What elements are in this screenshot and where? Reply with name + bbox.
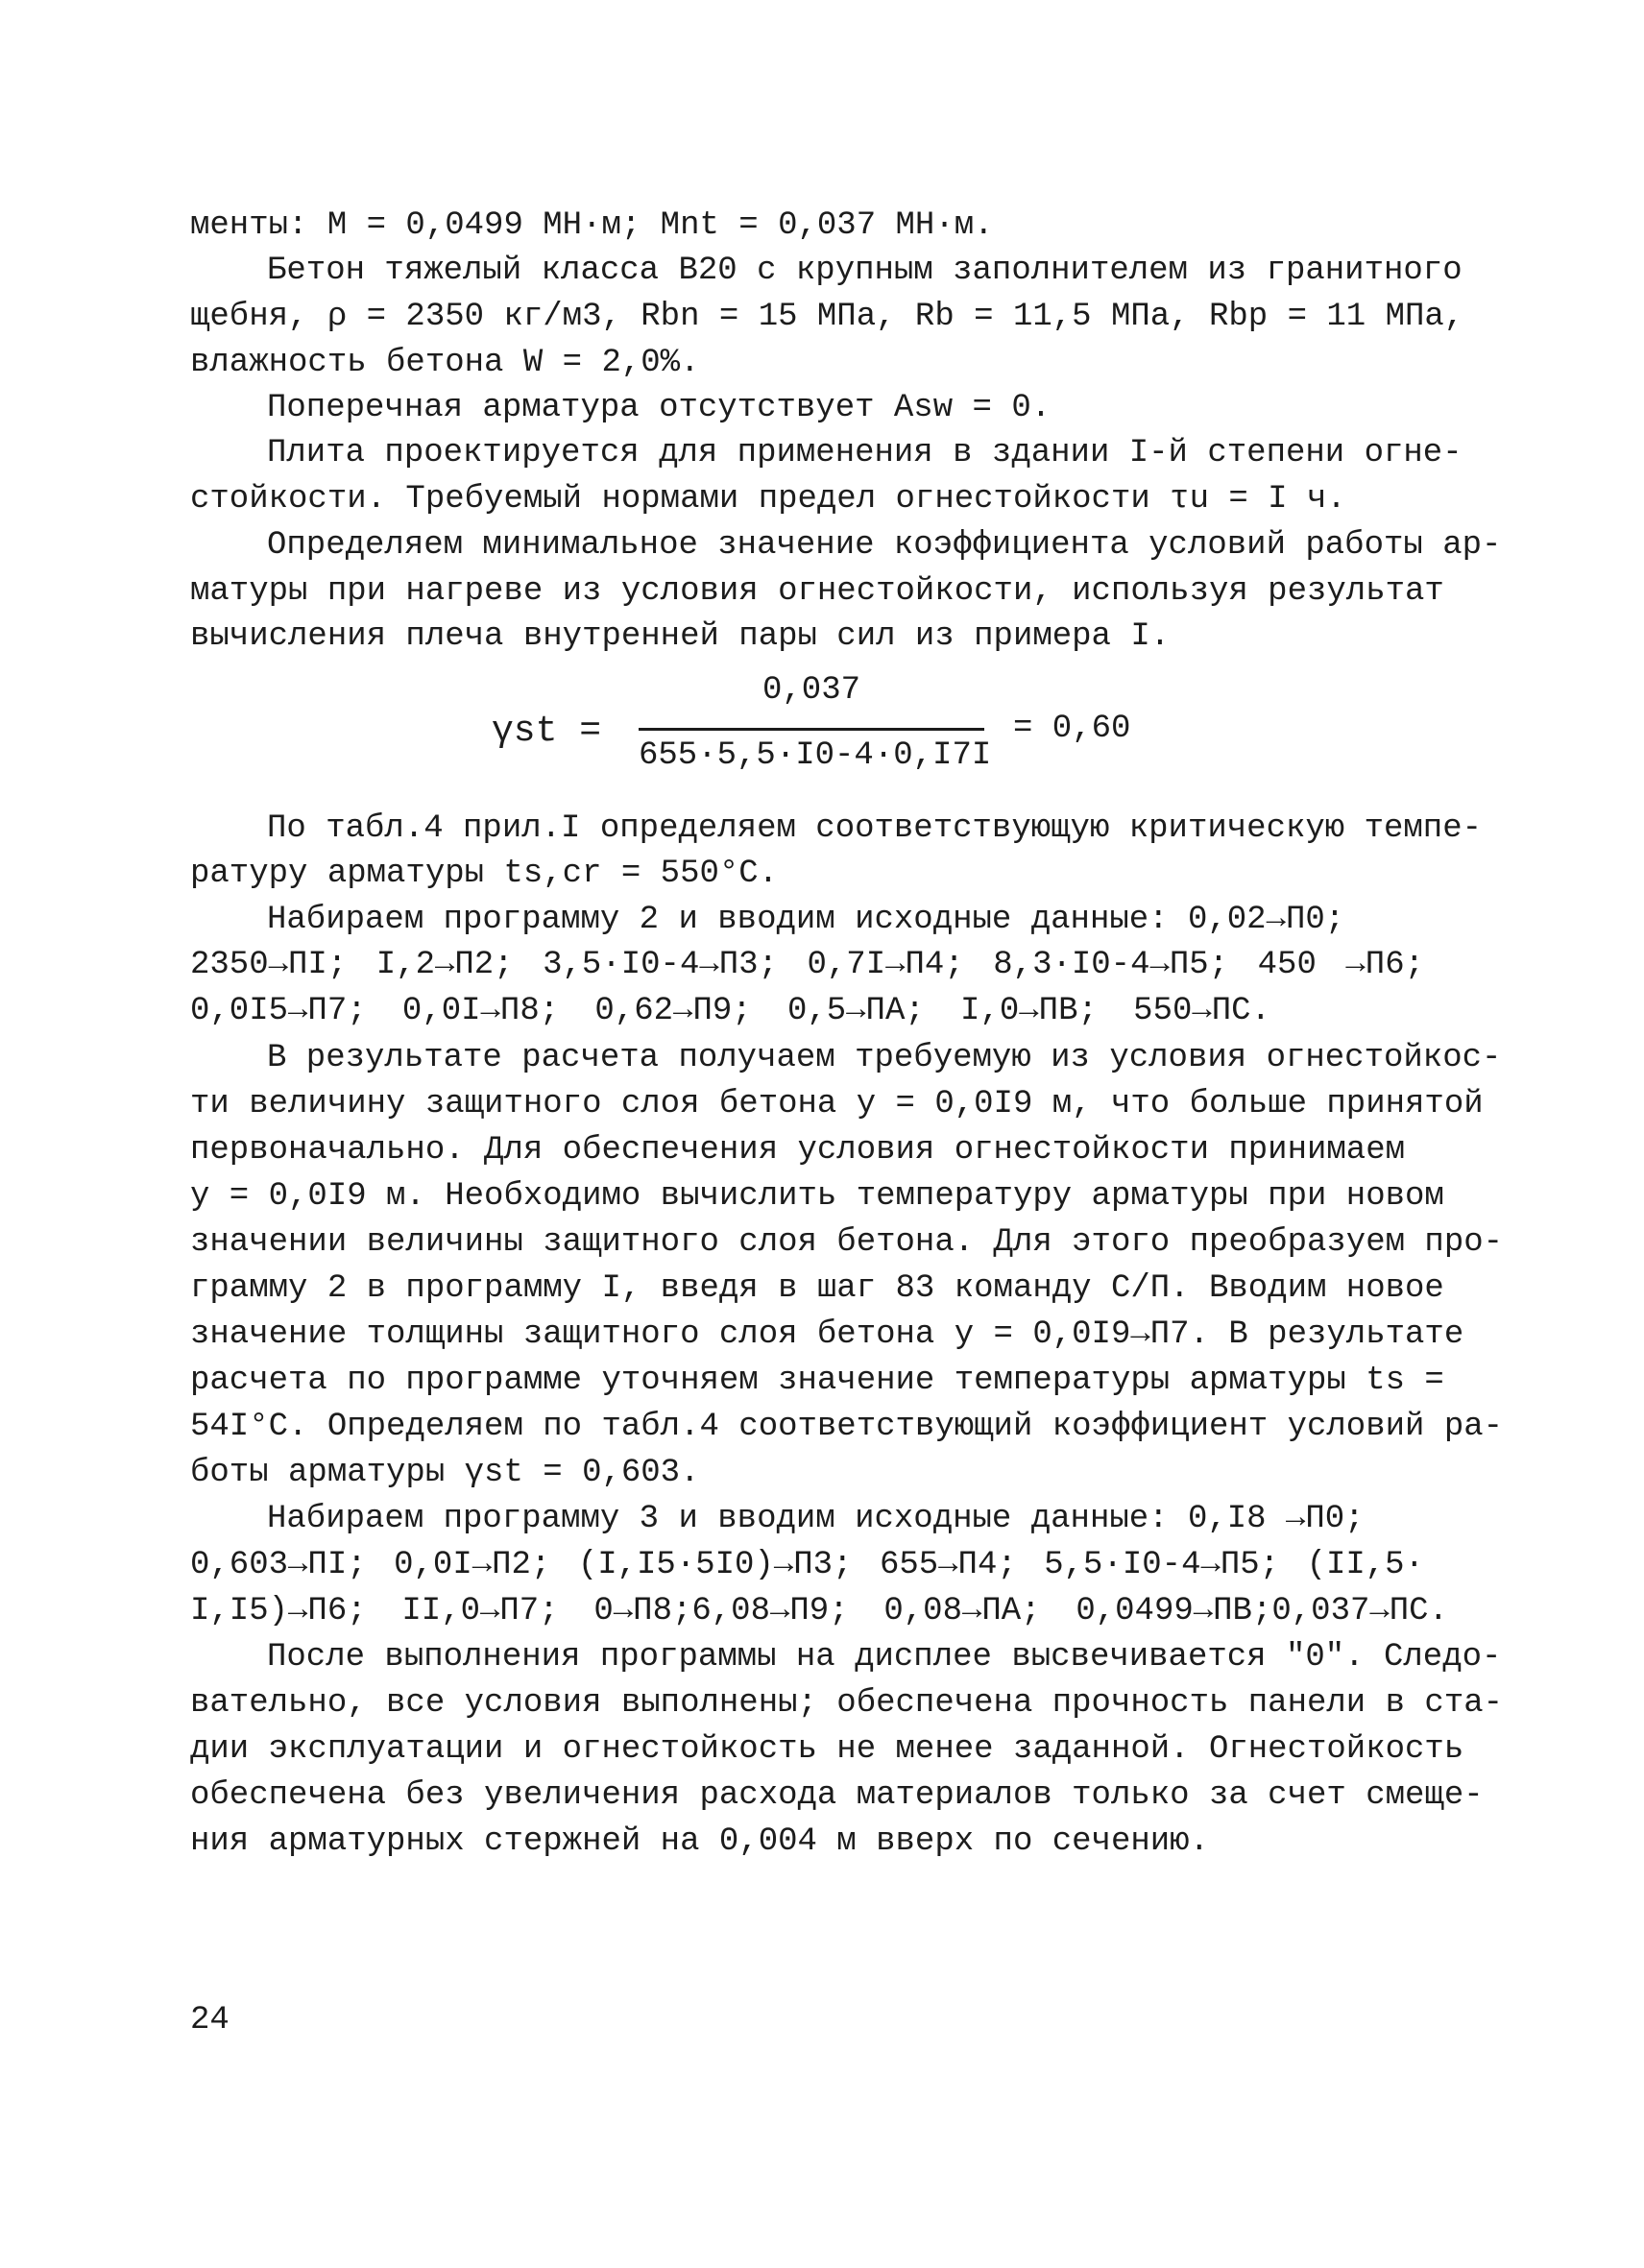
formula-lhs: γst = [492,711,602,752]
text-line: ния арматурных стержней на 0,004 м вверх по сечению. [190,1823,1209,1860]
text-line: Набираем программу 2 и вводим исходные данные: 0,02→П0; [267,902,1345,938]
text-line: ратуру арматуры ts,cr = 550°С. [190,856,779,892]
text-line: вычисления плеча внутренней пары сил из примера I. [190,618,1171,655]
text-line: Набираем программу 3 и вводим исходные данные: 0,I8 →П0; [267,1501,1365,1537]
text-line: менты: М = 0,0499 МН·м; Мnt = 0,037 МН·м. [190,207,994,244]
formula-result: = 0,60 [1013,711,1131,747]
formula-denominator: 655·5,5·I0-4·0,I7I [639,737,992,774]
text-line: дии эксплуатации и огнестойкость не менее заданной. Огнестойкость [190,1731,1464,1768]
text-line: матуры при нагреве из условия огнестойкости, используя результат [190,573,1444,610]
formula-numerator: 0,037 [762,672,861,709]
text-line: 0,0I5→П7; 0,0I→П8; 0,62→П9; 0,5→ПА; I,0→ПВ; 550→ПС. [190,993,1270,1029]
text-line: стойкости. Требуемый нормами предел огнестойкости τu = I ч. [190,481,1346,518]
text-line: ти величину защитного слоя бетона y = 0,0I9 м, что больше принятой [190,1086,1484,1122]
text-line: влажность бетона W = 2,0%. [190,345,700,381]
text-line: 54I°С. Определяем по табл.4 соответствующий коэффициент условий ра- [190,1409,1504,1445]
text-line: грамму 2 в программу I, введя в шаг 83 команду С/П. Вводим новое [190,1270,1444,1307]
text-line: Поперечная арматура отсутствует Asw = 0. [267,390,1052,426]
text-line: После выполнения программы на дисплее высвечивается "0". Следо- [267,1639,1502,1676]
text-line: Определяем минимальное значение коэффициента условий работы ар- [267,527,1502,564]
text-line: По табл.4 прил.I определяем соответствующую критическую темпе- [267,810,1483,847]
text-line: вательно, все условия выполнены; обеспечена прочность панели в ста- [190,1685,1504,1722]
text-line: первоначально. Для обеспечения условия огнестойкости принимаем [190,1132,1406,1169]
text-line: значение толщины защитного слоя бетона y = 0,0I9→П7. В результате [190,1316,1464,1353]
text-line: I,I5)→П6; II,0→П7; 0→П8;6,08→П9; 0,08→ПА; 0,0499→ПВ;0,037→ПС. [190,1593,1448,1629]
text-line: Плита проектируется для применения в здании I-й степени огне- [267,435,1463,471]
text-line: боты арматуры γst = 0,603. [190,1455,700,1491]
text-line: расчета по программе уточняем значение температуры арматуры ts = [190,1363,1444,1399]
text-line: В результате расчета получаем требуемую из условия огнестойкос- [267,1040,1502,1076]
page-number: 24 [190,2002,230,2039]
text-line: 2350→ПI; I,2→П2; 3,5·I0-4→П3; 0,7I→П4; 8,3·I0-4→П5; 450 →П6; [190,947,1424,983]
text-line: обеспечена без увеличения расхода материалов только за счет смеще- [190,1777,1484,1814]
fraction-bar [639,728,984,731]
text-line: y = 0,0I9 м. Необходимо вычислить температуру арматуры при новом [190,1178,1444,1215]
text-line: 0,603→ПI; 0,0I→П2; (I,I5·5I0)→П3; 655→П4; 5,5·I0-4→П5; (II,5· [190,1547,1424,1583]
text-line: щебня, ρ = 2350 кг/м3, Rbn = 15 МПа, Rb = 11,5 МПа, Rbp = 11 МПа, [190,299,1464,335]
gamma-formula [0,672,1644,797]
text-line: Бетон тяжелый класса В20 с крупным заполнителем из гранитного [267,253,1463,289]
text-line: значении величины защитного слоя бетона. Для этого преобразуем про- [190,1224,1504,1261]
